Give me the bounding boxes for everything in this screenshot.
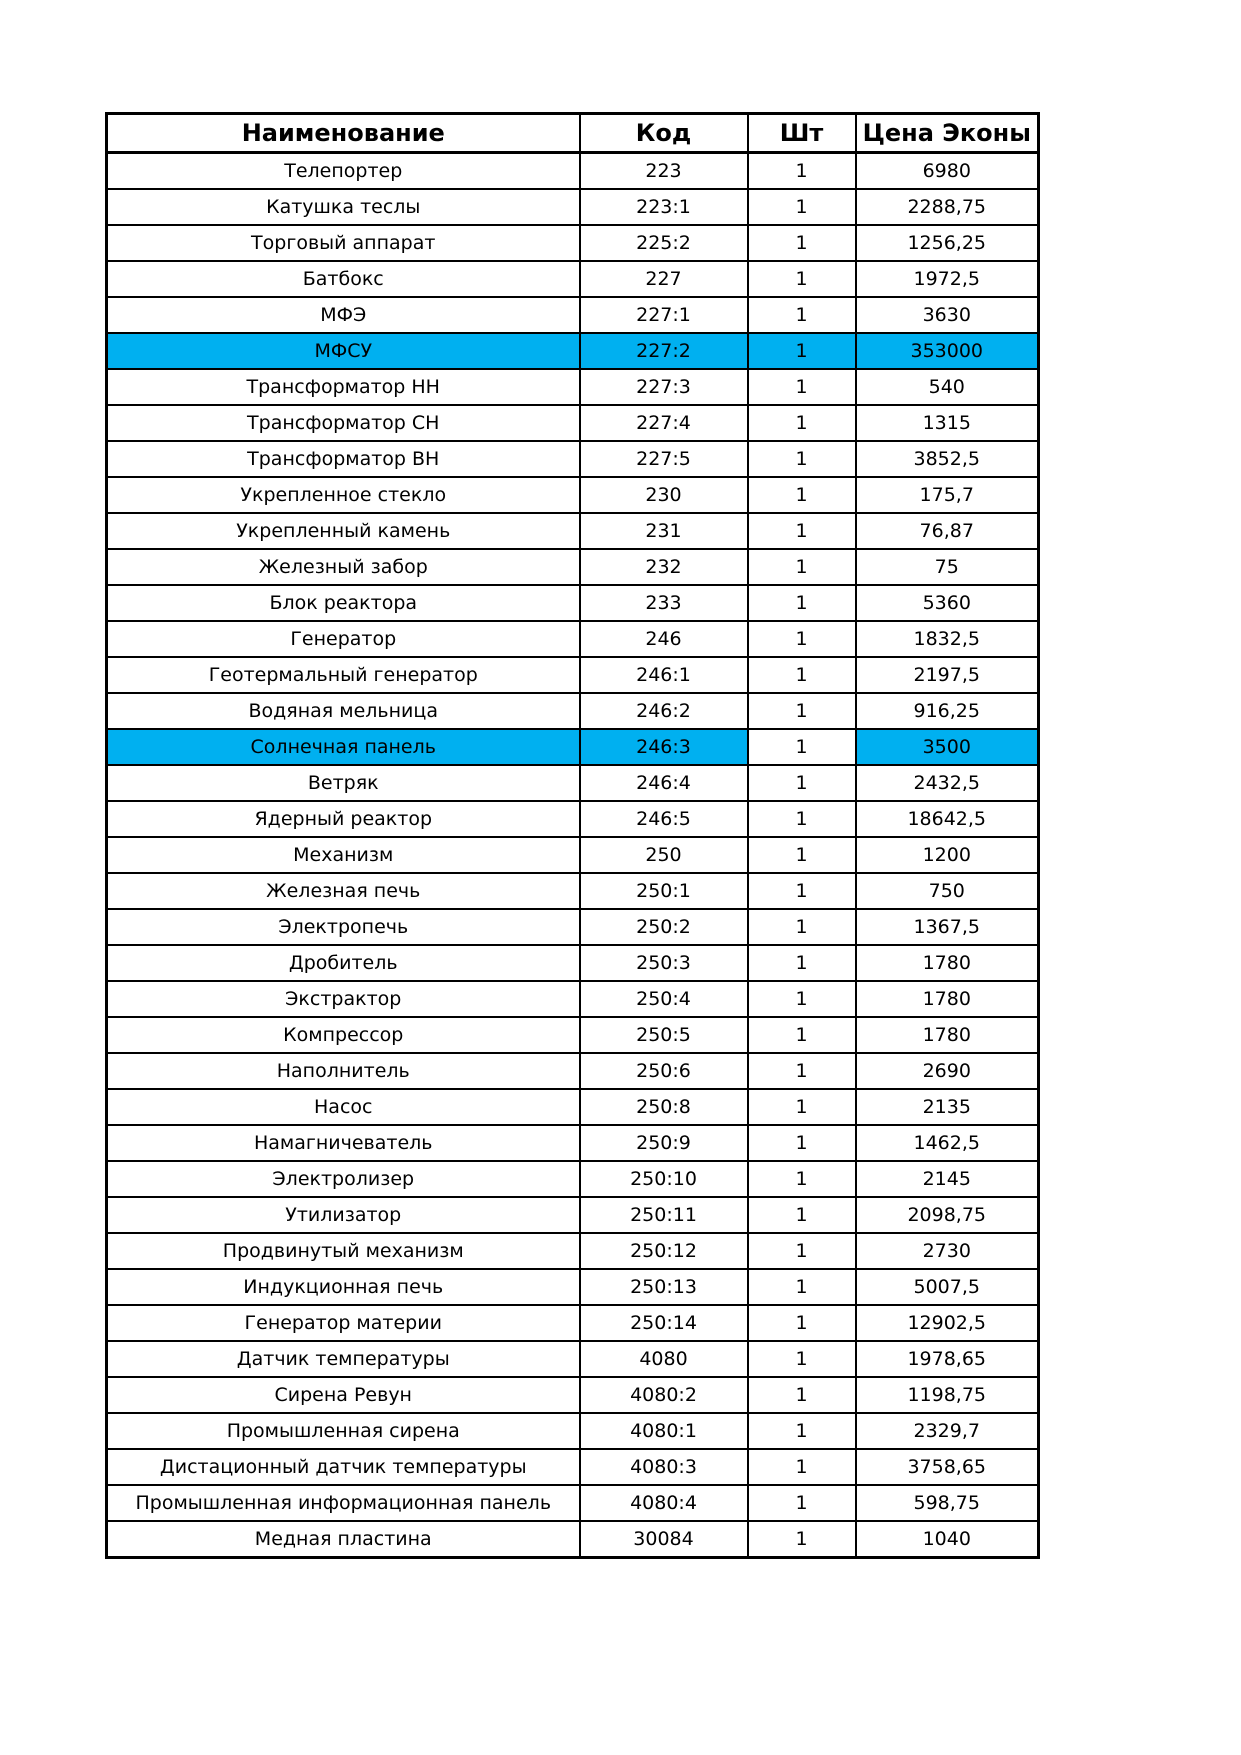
table-body — [107, 153, 1039, 1558]
cell-code: 250:3 — [580, 945, 748, 981]
table-row — [107, 981, 1039, 1017]
cell-name: Утилизатор — [107, 1197, 580, 1233]
table-row — [107, 261, 1039, 297]
cell-qty: 1 — [748, 189, 856, 225]
table-row — [107, 873, 1039, 909]
cell-code: 250:2 — [580, 909, 748, 945]
cell-price: 2690 — [856, 1053, 1039, 1089]
cell-code: 250:9 — [580, 1125, 748, 1161]
table-row — [107, 801, 1039, 837]
table-row — [107, 909, 1039, 945]
header-price: Цена Эконы — [856, 114, 1039, 153]
cell-code: 223:1 — [580, 189, 748, 225]
table-row — [107, 1305, 1039, 1341]
cell-name: Наполнитель — [107, 1053, 580, 1089]
table-row — [107, 477, 1039, 513]
cell-name: МФСУ — [107, 333, 580, 369]
cell-price: 1200 — [856, 837, 1039, 873]
header-row — [107, 114, 1039, 153]
header-code: Код — [580, 114, 748, 153]
cell-price: 2730 — [856, 1233, 1039, 1269]
cell-code: 227:2 — [580, 333, 748, 369]
cell-name: Железный забор — [107, 549, 580, 585]
cell-qty: 1 — [748, 513, 856, 549]
cell-code: 223 — [580, 153, 748, 190]
cell-price: 2145 — [856, 1161, 1039, 1197]
cell-name: Медная пластина — [107, 1521, 580, 1558]
table-row — [107, 225, 1039, 261]
cell-qty: 1 — [748, 1269, 856, 1305]
cell-price: 916,25 — [856, 693, 1039, 729]
cell-name: Трансформатор НН — [107, 369, 580, 405]
cell-qty: 1 — [748, 837, 856, 873]
cell-qty: 1 — [748, 1125, 856, 1161]
cell-qty: 1 — [748, 693, 856, 729]
cell-price: 175,7 — [856, 477, 1039, 513]
cell-code: 250:13 — [580, 1269, 748, 1305]
cell-code: 250:12 — [580, 1233, 748, 1269]
cell-name: Торговый аппарат — [107, 225, 580, 261]
header-name: Наименование — [107, 114, 580, 153]
cell-price: 75 — [856, 549, 1039, 585]
cell-name: МФЭ — [107, 297, 580, 333]
table-row — [107, 657, 1039, 693]
cell-code: 250:8 — [580, 1089, 748, 1125]
cell-qty: 1 — [748, 405, 856, 441]
table-row — [107, 693, 1039, 729]
cell-code: 227 — [580, 261, 748, 297]
cell-name: Ветряк — [107, 765, 580, 801]
cell-price: 5360 — [856, 585, 1039, 621]
table-row — [107, 765, 1039, 801]
cell-code: 233 — [580, 585, 748, 621]
cell-price: 598,75 — [856, 1485, 1039, 1521]
cell-code: 250:5 — [580, 1017, 748, 1053]
cell-name: Датчик температуры — [107, 1341, 580, 1377]
cell-qty: 1 — [748, 909, 856, 945]
cell-name: Укрепленный камень — [107, 513, 580, 549]
cell-price: 353000 — [856, 333, 1039, 369]
cell-price: 2098,75 — [856, 1197, 1039, 1233]
cell-name: Трансформатор ВН — [107, 441, 580, 477]
cell-code: 246 — [580, 621, 748, 657]
cell-name: Механизм — [107, 837, 580, 873]
cell-qty: 1 — [748, 1197, 856, 1233]
table-row — [107, 1485, 1039, 1521]
cell-name: Трансформатор СН — [107, 405, 580, 441]
cell-qty: 1 — [748, 1377, 856, 1413]
cell-code: 250:11 — [580, 1197, 748, 1233]
cell-price: 750 — [856, 873, 1039, 909]
cell-price: 1198,75 — [856, 1377, 1039, 1413]
cell-price: 1832,5 — [856, 621, 1039, 657]
table-row — [107, 1341, 1039, 1377]
cell-name: Блок реактора — [107, 585, 580, 621]
cell-name: Генератор материи — [107, 1305, 580, 1341]
table-row — [107, 189, 1039, 225]
cell-qty: 1 — [748, 1161, 856, 1197]
cell-price: 1780 — [856, 945, 1039, 981]
cell-qty: 1 — [748, 1053, 856, 1089]
cell-code: 227:1 — [580, 297, 748, 333]
cell-code: 231 — [580, 513, 748, 549]
cell-code: 232 — [580, 549, 748, 585]
cell-qty: 1 — [748, 153, 856, 190]
cell-qty: 1 — [748, 729, 856, 765]
cell-name: Сирена Ревун — [107, 1377, 580, 1413]
cell-code: 250:10 — [580, 1161, 748, 1197]
cell-qty: 1 — [748, 1485, 856, 1521]
cell-price: 1315 — [856, 405, 1039, 441]
table-row — [107, 369, 1039, 405]
table-row — [107, 441, 1039, 477]
cell-price: 1780 — [856, 1017, 1039, 1053]
table-row — [107, 1089, 1039, 1125]
cell-price: 1972,5 — [856, 261, 1039, 297]
cell-price: 5007,5 — [856, 1269, 1039, 1305]
cell-code: 30084 — [580, 1521, 748, 1558]
cell-name: Экстрактор — [107, 981, 580, 1017]
cell-code: 250 — [580, 837, 748, 873]
cell-name: Насос — [107, 1089, 580, 1125]
cell-name: Генератор — [107, 621, 580, 657]
cell-name: Укрепленное стекло — [107, 477, 580, 513]
cell-name: Промышленная информационная панель — [107, 1485, 580, 1521]
cell-code: 4080:1 — [580, 1413, 748, 1449]
cell-price: 2288,75 — [856, 189, 1039, 225]
cell-qty: 1 — [748, 225, 856, 261]
cell-qty: 1 — [748, 945, 856, 981]
cell-qty: 1 — [748, 261, 856, 297]
table-row — [107, 153, 1039, 190]
table-row — [107, 297, 1039, 333]
table-row — [107, 621, 1039, 657]
cell-qty: 1 — [748, 1017, 856, 1053]
cell-price: 1780 — [856, 981, 1039, 1017]
cell-qty: 1 — [748, 1521, 856, 1558]
cell-qty: 1 — [748, 657, 856, 693]
cell-price: 3630 — [856, 297, 1039, 333]
cell-name: Солнечная панель — [107, 729, 580, 765]
cell-code: 4080:2 — [580, 1377, 748, 1413]
cell-qty: 1 — [748, 1233, 856, 1269]
cell-name: Намагничеватель — [107, 1125, 580, 1161]
table-row — [107, 945, 1039, 981]
cell-name: Телепортер — [107, 153, 580, 190]
cell-qty: 1 — [748, 369, 856, 405]
cell-name: Электропечь — [107, 909, 580, 945]
table-row — [107, 1125, 1039, 1161]
cell-qty: 1 — [748, 1305, 856, 1341]
cell-price: 1462,5 — [856, 1125, 1039, 1161]
cell-price: 3500 — [856, 729, 1039, 765]
table-row — [107, 333, 1039, 369]
cell-qty: 1 — [748, 981, 856, 1017]
cell-code: 4080:4 — [580, 1485, 748, 1521]
cell-price: 1256,25 — [856, 225, 1039, 261]
cell-price: 2432,5 — [856, 765, 1039, 801]
cell-name: Ядерный реактор — [107, 801, 580, 837]
cell-name: Промышленная сирена — [107, 1413, 580, 1449]
cell-qty: 1 — [748, 585, 856, 621]
cell-qty: 1 — [748, 765, 856, 801]
cell-price: 3852,5 — [856, 441, 1039, 477]
table-row — [107, 405, 1039, 441]
cell-qty: 1 — [748, 801, 856, 837]
cell-price: 2329,7 — [856, 1413, 1039, 1449]
table-row — [107, 1161, 1039, 1197]
cell-name: Компрессор — [107, 1017, 580, 1053]
cell-price: 1978,65 — [856, 1341, 1039, 1377]
cell-code: 246:5 — [580, 801, 748, 837]
cell-price: 76,87 — [856, 513, 1039, 549]
table-row — [107, 1521, 1039, 1558]
cell-name: Водяная мельница — [107, 693, 580, 729]
cell-qty: 1 — [748, 1449, 856, 1485]
cell-name: Железная печь — [107, 873, 580, 909]
cell-price: 3758,65 — [856, 1449, 1039, 1485]
cell-qty: 1 — [748, 333, 856, 369]
table-row — [107, 1449, 1039, 1485]
cell-name: Дробитель — [107, 945, 580, 981]
header-qty: Шт — [748, 114, 856, 153]
cell-code: 246:4 — [580, 765, 748, 801]
cell-qty: 1 — [748, 477, 856, 513]
cell-name: Катушка теслы — [107, 189, 580, 225]
table-row — [107, 513, 1039, 549]
cell-name: Продвинутый механизм — [107, 1233, 580, 1269]
cell-qty: 1 — [748, 441, 856, 477]
cell-price: 18642,5 — [856, 801, 1039, 837]
cell-qty: 1 — [748, 873, 856, 909]
table-row — [107, 729, 1039, 765]
table-row — [107, 585, 1039, 621]
cell-code: 225:2 — [580, 225, 748, 261]
table-row — [107, 1233, 1039, 1269]
cell-qty: 1 — [748, 1413, 856, 1449]
cell-name: Батбокс — [107, 261, 580, 297]
table-row — [107, 1197, 1039, 1233]
cell-qty: 1 — [748, 297, 856, 333]
cell-price: 540 — [856, 369, 1039, 405]
cell-code: 227:3 — [580, 369, 748, 405]
cell-code: 4080:3 — [580, 1449, 748, 1485]
cell-code: 246:3 — [580, 729, 748, 765]
cell-price: 1367,5 — [856, 909, 1039, 945]
cell-name: Индукционная печь — [107, 1269, 580, 1305]
price-table — [105, 112, 1040, 1559]
table-row — [107, 1413, 1039, 1449]
cell-code: 4080 — [580, 1341, 748, 1377]
cell-code: 230 — [580, 477, 748, 513]
cell-name: Геотермальный генератор — [107, 657, 580, 693]
cell-code: 246:2 — [580, 693, 748, 729]
cell-code: 250:14 — [580, 1305, 748, 1341]
spreadsheet-page — [105, 112, 1037, 1559]
cell-name: Электролизер — [107, 1161, 580, 1197]
table-row — [107, 1053, 1039, 1089]
cell-qty: 1 — [748, 1341, 856, 1377]
cell-name: Дистационный датчик температуры — [107, 1449, 580, 1485]
table-row — [107, 1377, 1039, 1413]
cell-price: 2197,5 — [856, 657, 1039, 693]
cell-qty: 1 — [748, 621, 856, 657]
table-row — [107, 837, 1039, 873]
cell-qty: 1 — [748, 549, 856, 585]
cell-code: 250:1 — [580, 873, 748, 909]
cell-code: 227:5 — [580, 441, 748, 477]
table-row — [107, 1269, 1039, 1305]
cell-code: 250:6 — [580, 1053, 748, 1089]
cell-price: 6980 — [856, 153, 1039, 190]
cell-qty: 1 — [748, 1089, 856, 1125]
cell-price: 1040 — [856, 1521, 1039, 1558]
table-row — [107, 1017, 1039, 1053]
cell-code: 246:1 — [580, 657, 748, 693]
cell-price: 12902,5 — [856, 1305, 1039, 1341]
cell-price: 2135 — [856, 1089, 1039, 1125]
cell-code: 250:4 — [580, 981, 748, 1017]
table-row — [107, 549, 1039, 585]
cell-code: 227:4 — [580, 405, 748, 441]
